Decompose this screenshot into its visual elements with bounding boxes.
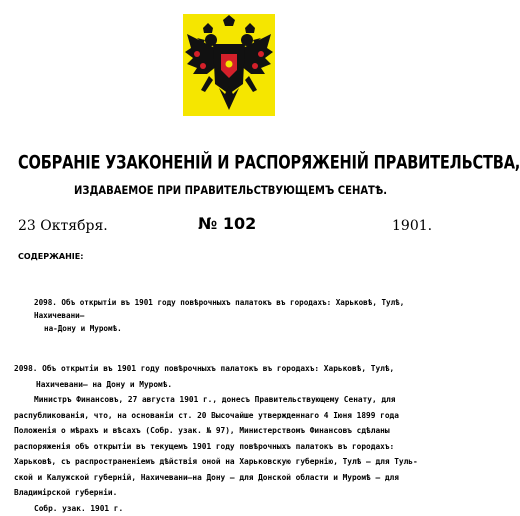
collection-subtitle: ИЗДАВАЕМОЕ ПРИ ПРАВИТЕЛЬСТВУЮЩЕМЪ СЕНАТѢ. (74, 185, 387, 198)
decree-body-line: Харьковѣ, съ распространеніемъ дѣйствія оной на Харьковскую губернію, Тулѣ — для Туль- (14, 454, 446, 470)
decree-heading-line: 2098. Объ открытіи въ 1901 году повѣрочныхъ палатокъ въ городахъ: Харьковѣ, Тулѣ, (14, 361, 446, 377)
decree-body-line: ской и Калужской губерній, Нахичевани—на Дону — для Донской области и Муромѣ — для (14, 470, 446, 486)
decree-body-line: Положенія о мѣрахъ и вѣсахъ (Собр. узак. № 97), Министерствомъ Финансовъ сдѣланы (14, 423, 446, 439)
contents-entry (34, 296, 444, 335)
decree-text (14, 361, 446, 516)
decree-source-line: Собр. узак. 1901 г. (14, 501, 446, 516)
issue-number: № 102 (198, 214, 256, 233)
double-headed-eagle-icon (183, 14, 275, 116)
imperial-eagle-emblem (183, 14, 275, 116)
decree-body-line: распоряженія объ открытіи въ текущемъ 1901 году повѣрочныхъ палатокъ въ городахъ: (14, 439, 446, 455)
issue-date: 23 Октября. (18, 218, 108, 234)
decree-body-line: распубликованія, что, на основаніи ст. 20 Высочайше утвержденнаго 4 Іюня 1899 года (14, 408, 446, 424)
contents-entry-line: 2098. Объ открытіи въ 1901 году повѣрочныхъ палатокъ въ городахъ: Харьковѣ, Тулѣ, Нахичевани— (34, 298, 404, 320)
contents-entry-line: на-Дону и Муромѣ. (34, 322, 444, 335)
collection-title: СОБРАНІЕ УЗАКОНЕНІЙ И РАСПОРЯЖЕНІЙ ПРАВИТЕЛЬСТВА, (18, 152, 443, 173)
contents-heading: СОДЕРЖАНІЕ: (18, 252, 83, 261)
decree-body-line: Владимірской губерніи. (14, 485, 446, 501)
decree-heading-line: Нахичевани— на Дону и Муромѣ. (14, 377, 446, 393)
issue-year: 1901. (392, 218, 432, 234)
decree-body-line: Министръ Финансовъ, 27 августа 1901 г., донесъ Правительствующему Сенату, для (14, 392, 446, 408)
